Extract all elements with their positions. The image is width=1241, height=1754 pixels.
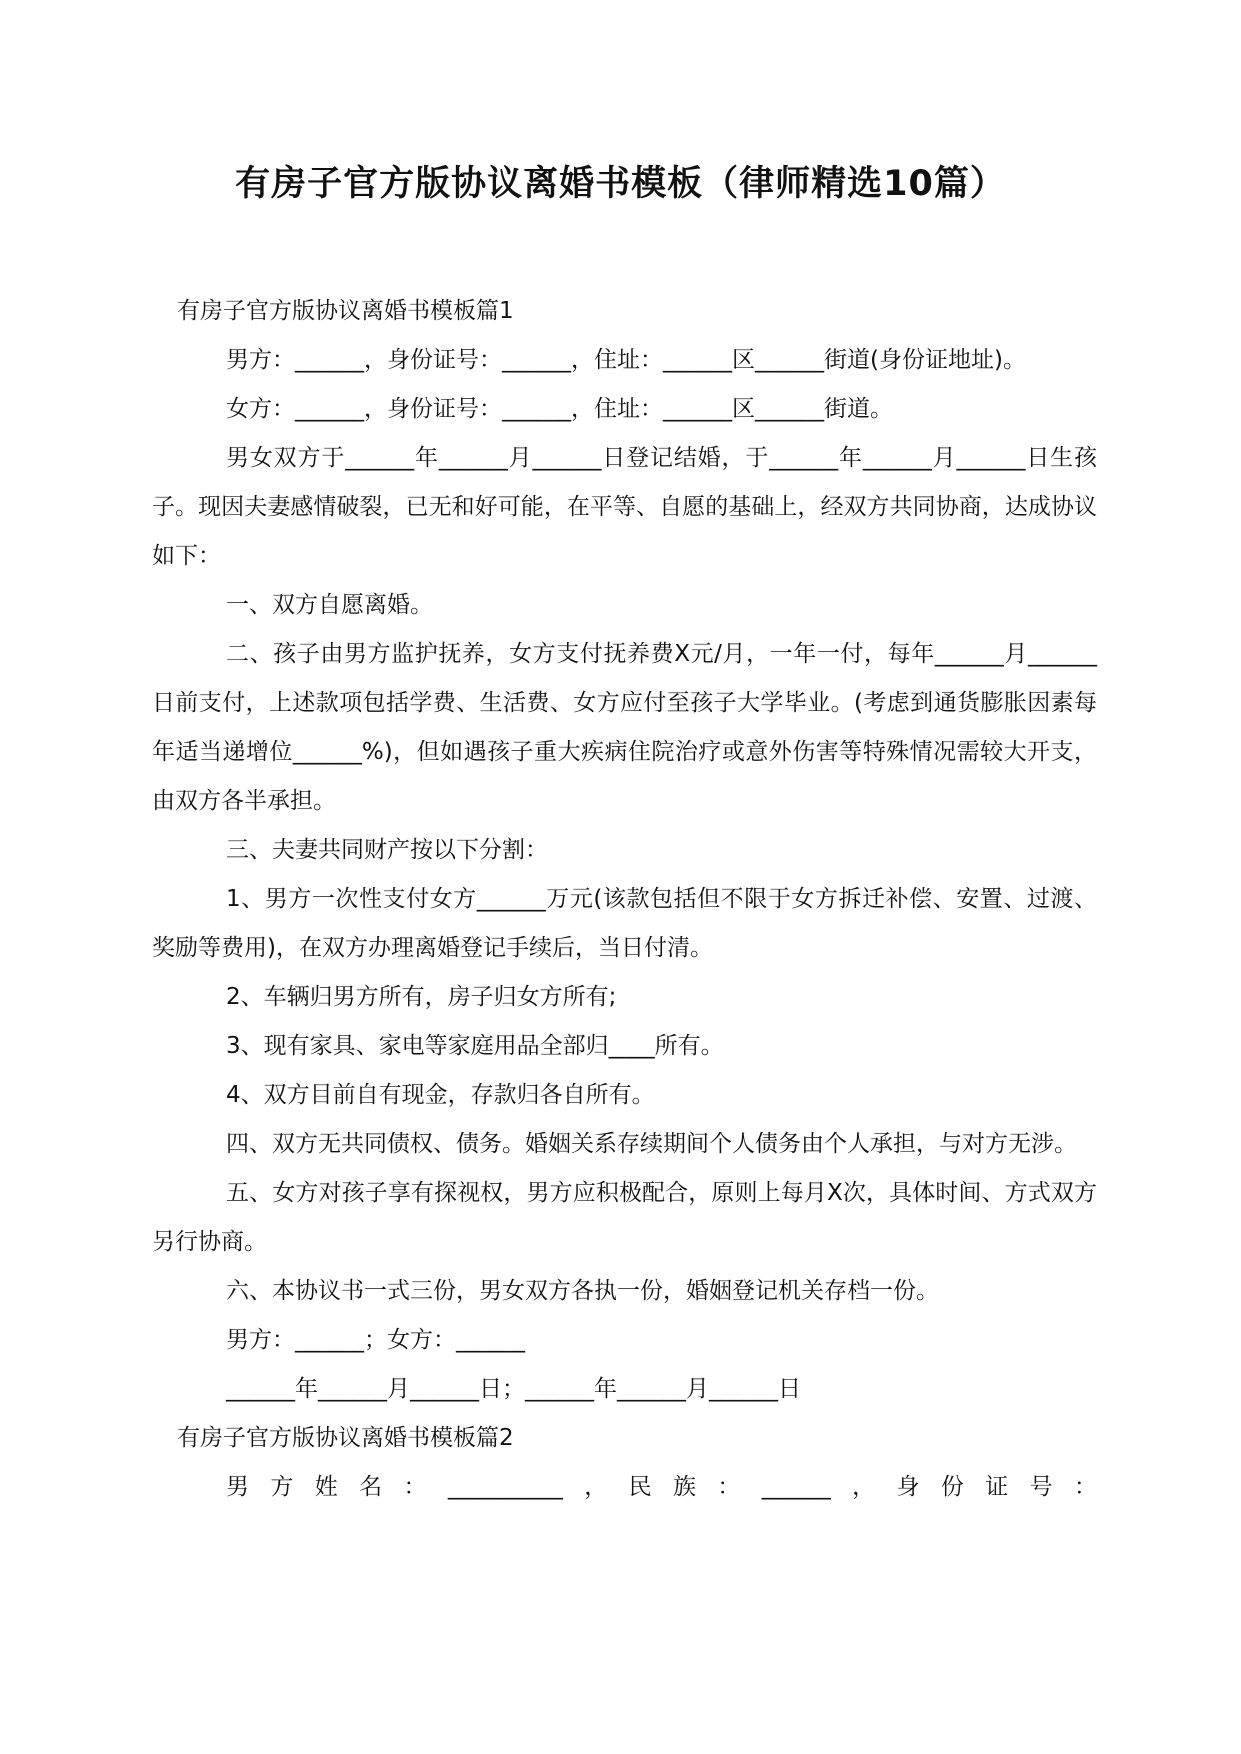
clause-3: 三、夫妻共同财产按以下分割： (226, 837, 548, 863)
document-body (152, 287, 1097, 1512)
clause-1: 一、双方自愿离婚。 (226, 592, 433, 618)
signature-line: 男方：______；女方：______ (226, 1327, 525, 1353)
paragraph-female-party: 女方：______，身份证号：______，住址：______区______街道。 (226, 396, 893, 422)
clause-4: 四、双方无共同债权、债务。婚姻关系存续期间个人债务由个人承担，与对方无涉。 (226, 1131, 1077, 1157)
document-title: 有房子官方版协议离婚书模板（律师精选10篇） (235, 164, 1006, 204)
section-heading-2: 有房子官方版协议离婚书模板篇2 (177, 1425, 514, 1451)
section-heading-1: 有房子官方版协议离婚书模板篇1 (177, 298, 514, 324)
clause-3-item-1: 1、男方一次性支付女方______万元(该款包括但不限于女方拆迁补偿、安置、过渡、奖励等费用)，在双方办理离婚登记手续后，当日付清。 (152, 886, 1097, 961)
paragraph-male-party: 男方：______，身份证号：______，住址：______区______街道(身份证地址)。 (226, 347, 1026, 373)
date-line: ______年______月______日；______年______月______日 (226, 1376, 801, 1402)
clause-2: 二、孩子由男方监护抚养，女方支付抚养费X元/月，一年一付，每年______月______日前支付，上述款项包括学费、生活费、女方应付至孩子大学毕业。(考虑到通货膨胀因素每年适当递增位______%)，但如遇孩子重大疾病住院治疗或意外伤害等特殊情况需较大开支，由双方各半承担。 (152, 641, 1097, 814)
paragraph-marriage-info: 男女双方于______年______月______日登记结婚，于______年______月______日生孩子。现因夫妻感情破裂，已无和好可能，在平等、自愿的基础上，经双方共同协商，达成协议如下： (152, 445, 1097, 569)
clause-5: 五、女方对孩子享有探视权，男方应积极配合，原则上每月X次，具体时间、方式双方另行协商。 (152, 1180, 1097, 1255)
clause-3-item-2: 2、车辆归男方所有，房子归女方所有; (226, 984, 617, 1010)
clause-3-item-4: 4、双方目前自有现金，存款归各自所有。 (226, 1082, 655, 1108)
clause-6: 六、本协议书一式三份，男女双方各执一份，婚姻登记机关存档一份。 (226, 1278, 939, 1304)
clause-3-item-3: 3、现有家具、家电等家庭用品全部归____所有。 (226, 1033, 724, 1059)
section-2-first-line: 男方姓名：__________，民族：______，身份证号： (226, 1474, 1097, 1500)
